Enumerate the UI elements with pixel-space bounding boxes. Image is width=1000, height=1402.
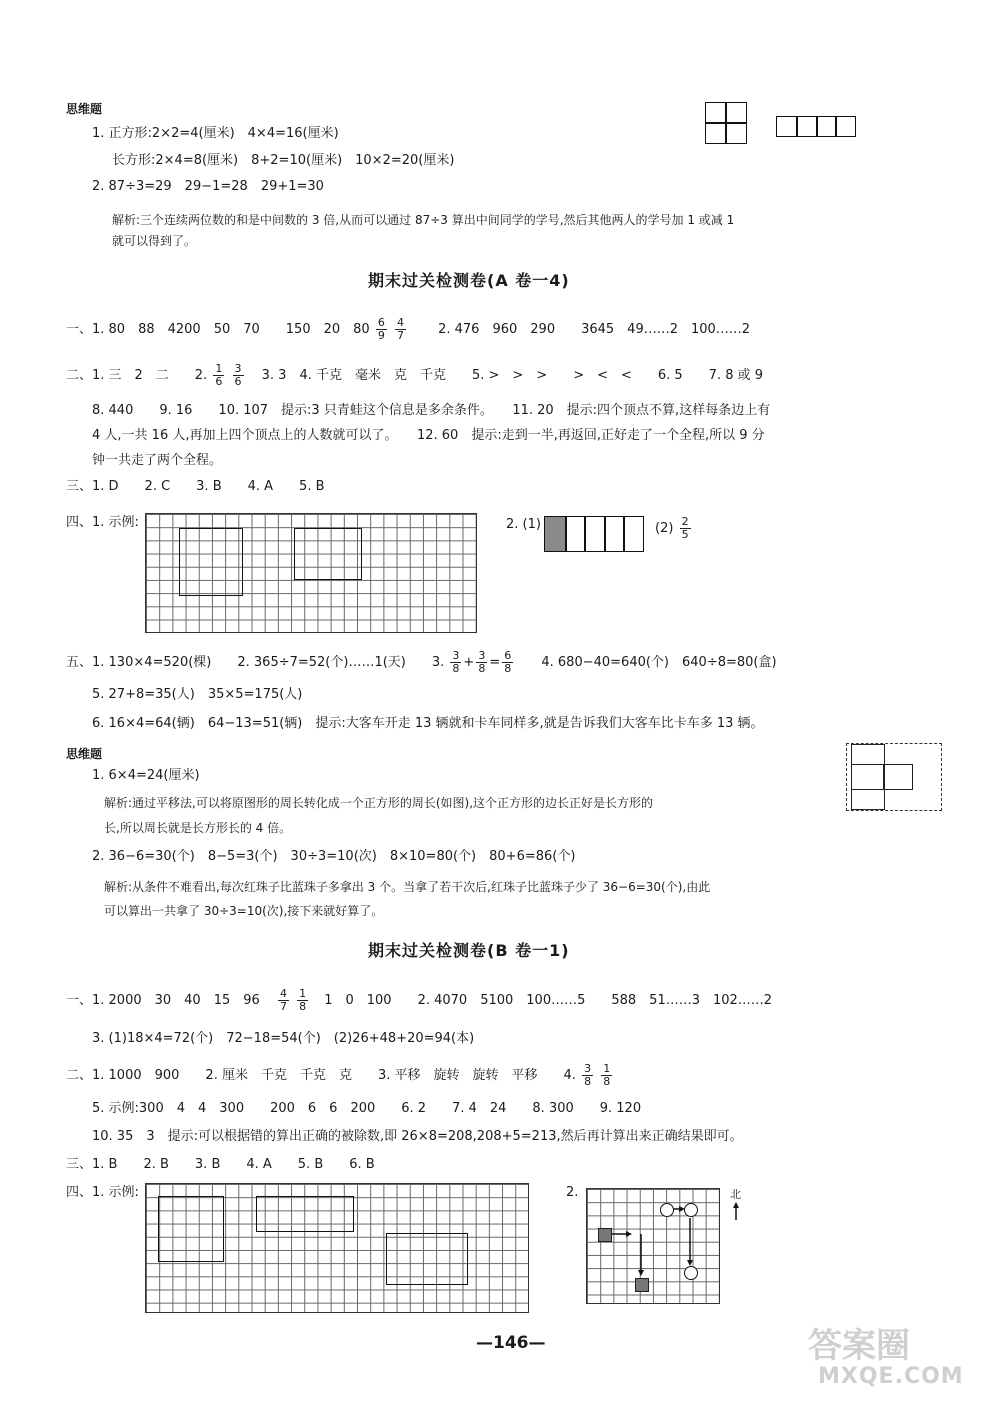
explanation-line: 解析:通过平移法,可以将原图形的周长转化成一个正方形的周长(如图),这个正方形的边长正好是长方形的 — [104, 796, 654, 810]
section-heading: 思维题 — [66, 747, 103, 761]
answer-line: (2) $\frac{2}{5}$ — [655, 515, 689, 541]
fraction: $\frac{3}{8}$ — [452, 649, 460, 675]
rectangle-figure — [776, 116, 856, 137]
answer-line: 五、1. 130×4=520(棵) 2. 365÷7=52(个)……1(天) 3. $\frac{3}{8}$ + $\frac{3}{8}$ = $\frac{6}{8}$ 4. 680−40=640(个) 640÷8=80(盒) — [66, 649, 777, 675]
answer-line: 二、1. 三 2 二 2. $\frac{1}{6}$ $\frac{3}{6}$ 3. 3 4. 千克 毫米 克 千克 5. > > > > < < 6. 5 7. 8 或 9 — [66, 362, 764, 388]
fraction: $\frac{3}{8}$ — [478, 649, 486, 675]
explanation-line: 解析:从条件不难看出,每次红珠子比蓝珠子多拿出 3 个。当拿了若干次后,红珠子比蓝珠子少了 36−6=30(个),由此 — [104, 880, 711, 894]
answer-line: 1. 正方形:2×2=4(厘米) 4×4=16(厘米) — [92, 126, 339, 141]
square-drawing — [179, 528, 243, 596]
answer-label: 四、1. 示例: — [66, 515, 139, 530]
answer-line: 三、1. D 2. C 3. B 4. A 5. B — [66, 479, 325, 494]
fraction: $\frac{2}{5}$ — [681, 515, 689, 541]
fraction: $\frac{4}{7}$ — [279, 987, 287, 1013]
answer-line: 一、1. 80 88 4200 50 70 150 20 80 $\frac{6}{9}$ $\frac{4}{7}$ 2. 476 960 290 3645 49……2 100……2 — [66, 316, 751, 342]
explanation-line: 长,所以周长就是长方形长的 4 倍。 — [104, 821, 292, 835]
square-figure — [705, 102, 747, 144]
translation-figure — [846, 743, 942, 811]
section-title: 期末过关检测卷(A 卷一4) — [368, 271, 570, 290]
answer-line: 3. (1)18×4=72(个) 72−18=54(个) (2)26+48+20=94(本) — [92, 1031, 475, 1046]
answer-line: 10. 35 3 提示:可以根据错的算出正确的被除数,即 26×8=208,208+5=213,然后再计算出来正确结果即可。 — [92, 1129, 743, 1144]
watermark-url: MXQE.COM — [818, 1364, 964, 1389]
fraction: $\frac{6}{8}$ — [504, 649, 512, 675]
north-label: 北 — [730, 1188, 741, 1201]
explanation-line: 解析:三个连续两位数的和是中间数的 3 倍,从而可以通过 87÷3 算出中间同学的学号,然后其他两人的学号加 1 或减 1 — [112, 213, 735, 227]
answer-label: 2. — [566, 1185, 579, 1200]
rectangle-drawing — [386, 1233, 468, 1285]
section-heading: 思维题 — [66, 102, 103, 116]
section-title: 期末过关检测卷(B 卷一1) — [368, 941, 570, 960]
answer-label: 四、1. 示例: — [66, 1185, 139, 1200]
rectangle-drawing — [294, 528, 362, 580]
rectangle-drawing — [158, 1196, 224, 1262]
page-number: —146— — [476, 1333, 546, 1353]
explanation-line: 就可以得到了。 — [112, 234, 197, 248]
rectangle-drawing — [256, 1196, 354, 1232]
fraction: $\frac{4}{7}$ — [396, 316, 404, 342]
answer-line: 长方形:2×4=8(厘米) 8+2=10(厘米) 10×2=20(厘米) — [112, 153, 455, 168]
fraction: $\frac{6}{9}$ — [377, 316, 385, 342]
answer-line: 三、1. B 2. B 3. B 4. A 5. B 6. B — [66, 1157, 375, 1172]
explanation-line: 可以算出一共拿了 30÷3=10(次),接下来就好算了。 — [104, 904, 384, 918]
answer-label: 2. (1) — [506, 517, 541, 532]
fraction: $\frac{1}{8}$ — [603, 1062, 611, 1088]
answer-line: 5. 示例:300 4 4 300 200 6 6 200 6. 2 7. 4 24 8. 300 9. 120 — [92, 1101, 642, 1116]
answer-line: 2. 87÷3=29 29−1=28 29+1=30 — [92, 179, 324, 194]
answer-line: 4 人,一共 16 人,再加上四个顶点上的人数就可以了。 12. 60 提示:走到一半,再返回,正好走了一个全程,所以 9 分 — [92, 428, 765, 443]
answer-line: 2. 36−6=30(个) 8−5=3(个) 30÷3=10(次) 8×10=80(个) 80+6=86(个) — [92, 849, 576, 864]
movement-arrows — [586, 1188, 718, 1302]
answer-line: 一、1. 2000 30 40 15 96 $\frac{4}{7}$ $\frac{1}{8}$ 1 0 100 2. 4070 5100 100……5 588 51……3 102……2 — [66, 987, 773, 1013]
watermark-logo: 答案圈 — [808, 1326, 910, 1366]
fraction: $\frac{3}{8}$ — [584, 1062, 592, 1088]
answer-line: 8. 440 9. 16 10. 107 提示:3 只青蛙这个信息是多余条件。 11. 20 提示:四个顶点不算,这样每条边上有 — [92, 403, 771, 418]
fraction: $\frac{1}{6}$ — [215, 362, 223, 388]
fraction: $\frac{3}{6}$ — [234, 362, 242, 388]
answer-line: 二、1. 1000 900 2. 厘米 千克 千克 克 3. 平移 旋转 旋转 平移 4. $\frac{3}{8}$ $\frac{1}{8}$ — [66, 1062, 611, 1088]
answer-line: 5. 27+8=35(人) 35×5=175(人) — [92, 687, 303, 702]
fraction: $\frac{1}{8}$ — [299, 987, 307, 1013]
fraction-bar — [544, 516, 644, 552]
answer-line: 1. 6×4=24(厘米) — [92, 768, 200, 783]
north-arrow-icon — [731, 1202, 741, 1220]
answer-line: 6. 16×4=64(辆) 64−13=51(辆) 提示:大客车开走 13 辆就和卡车同样多,就是告诉我们大客车比卡车多 13 辆。 — [92, 716, 764, 731]
answer-line: 钟一共走了两个全程。 — [92, 453, 223, 468]
